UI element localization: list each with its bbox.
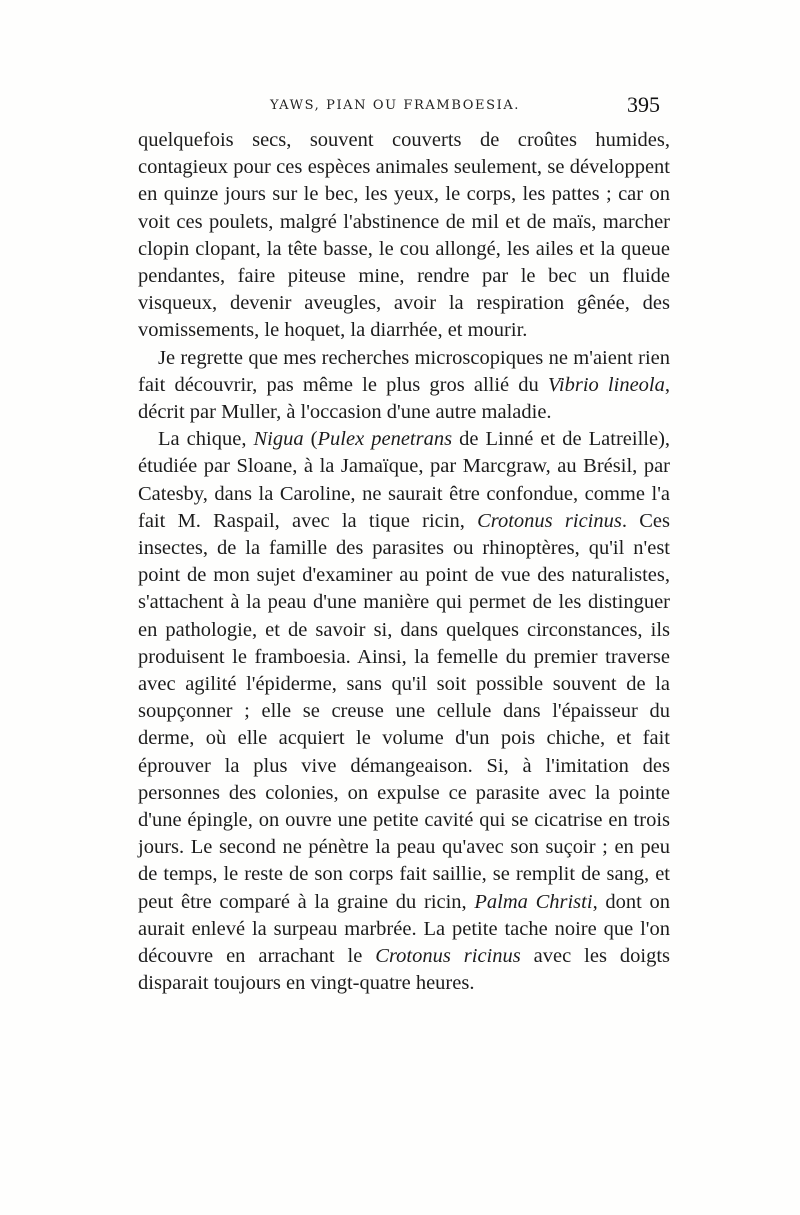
text-run: , dont on aurait enlevé la surpeau marbrée. La petite tache noire que l'on découvre en arrachant le bbox=[138, 890, 671, 968]
running-head: YAWS, PIAN OU FRAMBOESIA. bbox=[270, 98, 521, 113]
page-number: 395 bbox=[627, 92, 660, 117]
paragraph-continuation bbox=[138, 127, 670, 345]
species-name: Nigua bbox=[253, 428, 304, 451]
text-run: avec les doigts disparait toujours en vingt-quatre heures. bbox=[138, 945, 670, 995]
species-name: Vibrio lineola bbox=[547, 373, 665, 396]
species-name: Pulex penetrans bbox=[317, 428, 453, 451]
body-text bbox=[138, 127, 670, 998]
text-run: de Linné et de Latreille), étudiée par Sloane, à la Jamaïque, par Marcgraw, au Brésil, par Catesby, dans la Caroline, ne saurait être confondue, comme l'a fait M. Raspail, avec la tique ricin, bbox=[138, 428, 671, 532]
text-run: La chique, bbox=[158, 428, 254, 451]
text-run: . Ces insectes, de la famille des parasites ou rhinoptères, qu'il n'est point de mon sujet d'examiner au point de vue des naturalistes, s'attachent à la peau d'une manière qui permet de les distinguer en pathologie, et de savoir si, dans quelques circonstances, ils produisent le framboesia. Ainsi, la femelle du premier traverse avec agilité l'épiderme, sans qu'il soit possible souvent de la soupçonner ; elle se creuse une cellule dans l'épaisseur du derme, où elle acquiert le volume d'un pois chiche, et fait éprouver la plus vive démangeaison. Si, à l'imitation des personnes des colonies, on expulse ce parasite avec la pointe d'une épingle, on ouvre une petite cavité qui se cicatrise en trois jours. Le second ne pénètre la peau qu'avec son suçoir ; en peu de temps, le reste de son corps fait saillie, se remplit de sang, et peut être comparé à la graine du ricin, bbox=[138, 509, 670, 913]
text-run: ( bbox=[303, 428, 318, 451]
page-header bbox=[140, 92, 660, 122]
text-run: Je regrette que mes recherches microscopiques ne m'aient rien fait découvrir, pas même le plus gros allié du bbox=[138, 346, 670, 396]
species-name: Crotonus ricinus bbox=[375, 945, 521, 968]
paragraph-chique bbox=[138, 426, 670, 997]
species-name: Crotonus ricinus bbox=[477, 509, 622, 532]
text-run: , décrit par Muller, à l'occasion d'une autre maladie. bbox=[138, 373, 670, 424]
text-run: quelquefois secs, souvent couverts de croûtes humides, contagieux pour ces espèces animales seulement, se développent en quinze jours sur le bec, les yeux, le corps, les pattes ; car on voit ces poulets, malgré l'abstinence de mil et de maïs, marcher clopin clopant, la tête basse, le cou allongé, les ailes et la queue pendantes, faire piteuse mine, rendre par le bec un fluide visqueux, devenir aveugles, avoir la respiration gênée, des vomissements, le hoquet, la diarrhée, et mourir. bbox=[138, 129, 670, 342]
species-name: Palma Christi bbox=[474, 890, 593, 913]
paragraph-microscopy bbox=[138, 345, 670, 427]
